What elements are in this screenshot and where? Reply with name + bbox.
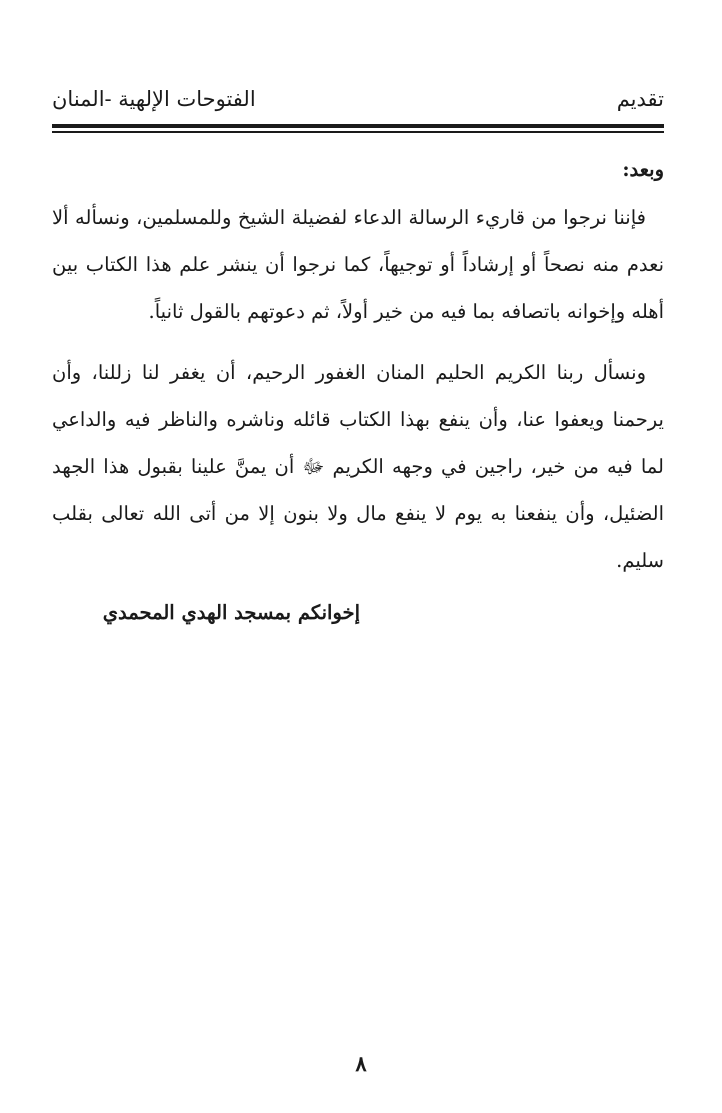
paragraph-2: ونسأل ربنا الكريم الحليم المنان الغفور الرحيم، أن يغفر لنا زللنا، وأن يرحمنا ويعفوا عنا، وأن ينفع بهذا الكتاب قائله وناشره والناظر فيه والداعي لما فيه من خير، راجين في وجهه الكريم ﷻ أن يمنَّ علينا بقبول هذا الجهد الضئيل، وأن ينفعنا به يوم لا ينفع مال ولا بنون إلا من أتى الله تعالى بقلب سليم. — [52, 361, 664, 572]
page-number: ٨ — [355, 1051, 367, 1076]
section-title: تقديم — [616, 87, 664, 111]
signature: إخوانكم بمسجد الهدي المحمدي — [102, 601, 360, 624]
body-text — [52, 150, 664, 584]
paragraph-1: فإننا نرجوا من قاريء الرسالة الدعاء لفضيلة الشيخ وللمسلمين، ونسأله ألا نعدم منه نصحاً أو إرشاداً أو توجيهاً، كما نرجوا أن ينشر علم هذا الكتاب بين أهله وإخوانه باتصافه بما فيه من خير أولاً، ثم دعوتهم بالقول ثانياً. — [52, 206, 664, 323]
header-rule-thick — [52, 124, 664, 128]
header-rule-thin — [52, 131, 664, 133]
running-header — [52, 84, 664, 114]
opening-word: وبعد: — [622, 158, 664, 181]
book-title: الفتوحات الإلهية -المنان — [52, 87, 256, 111]
